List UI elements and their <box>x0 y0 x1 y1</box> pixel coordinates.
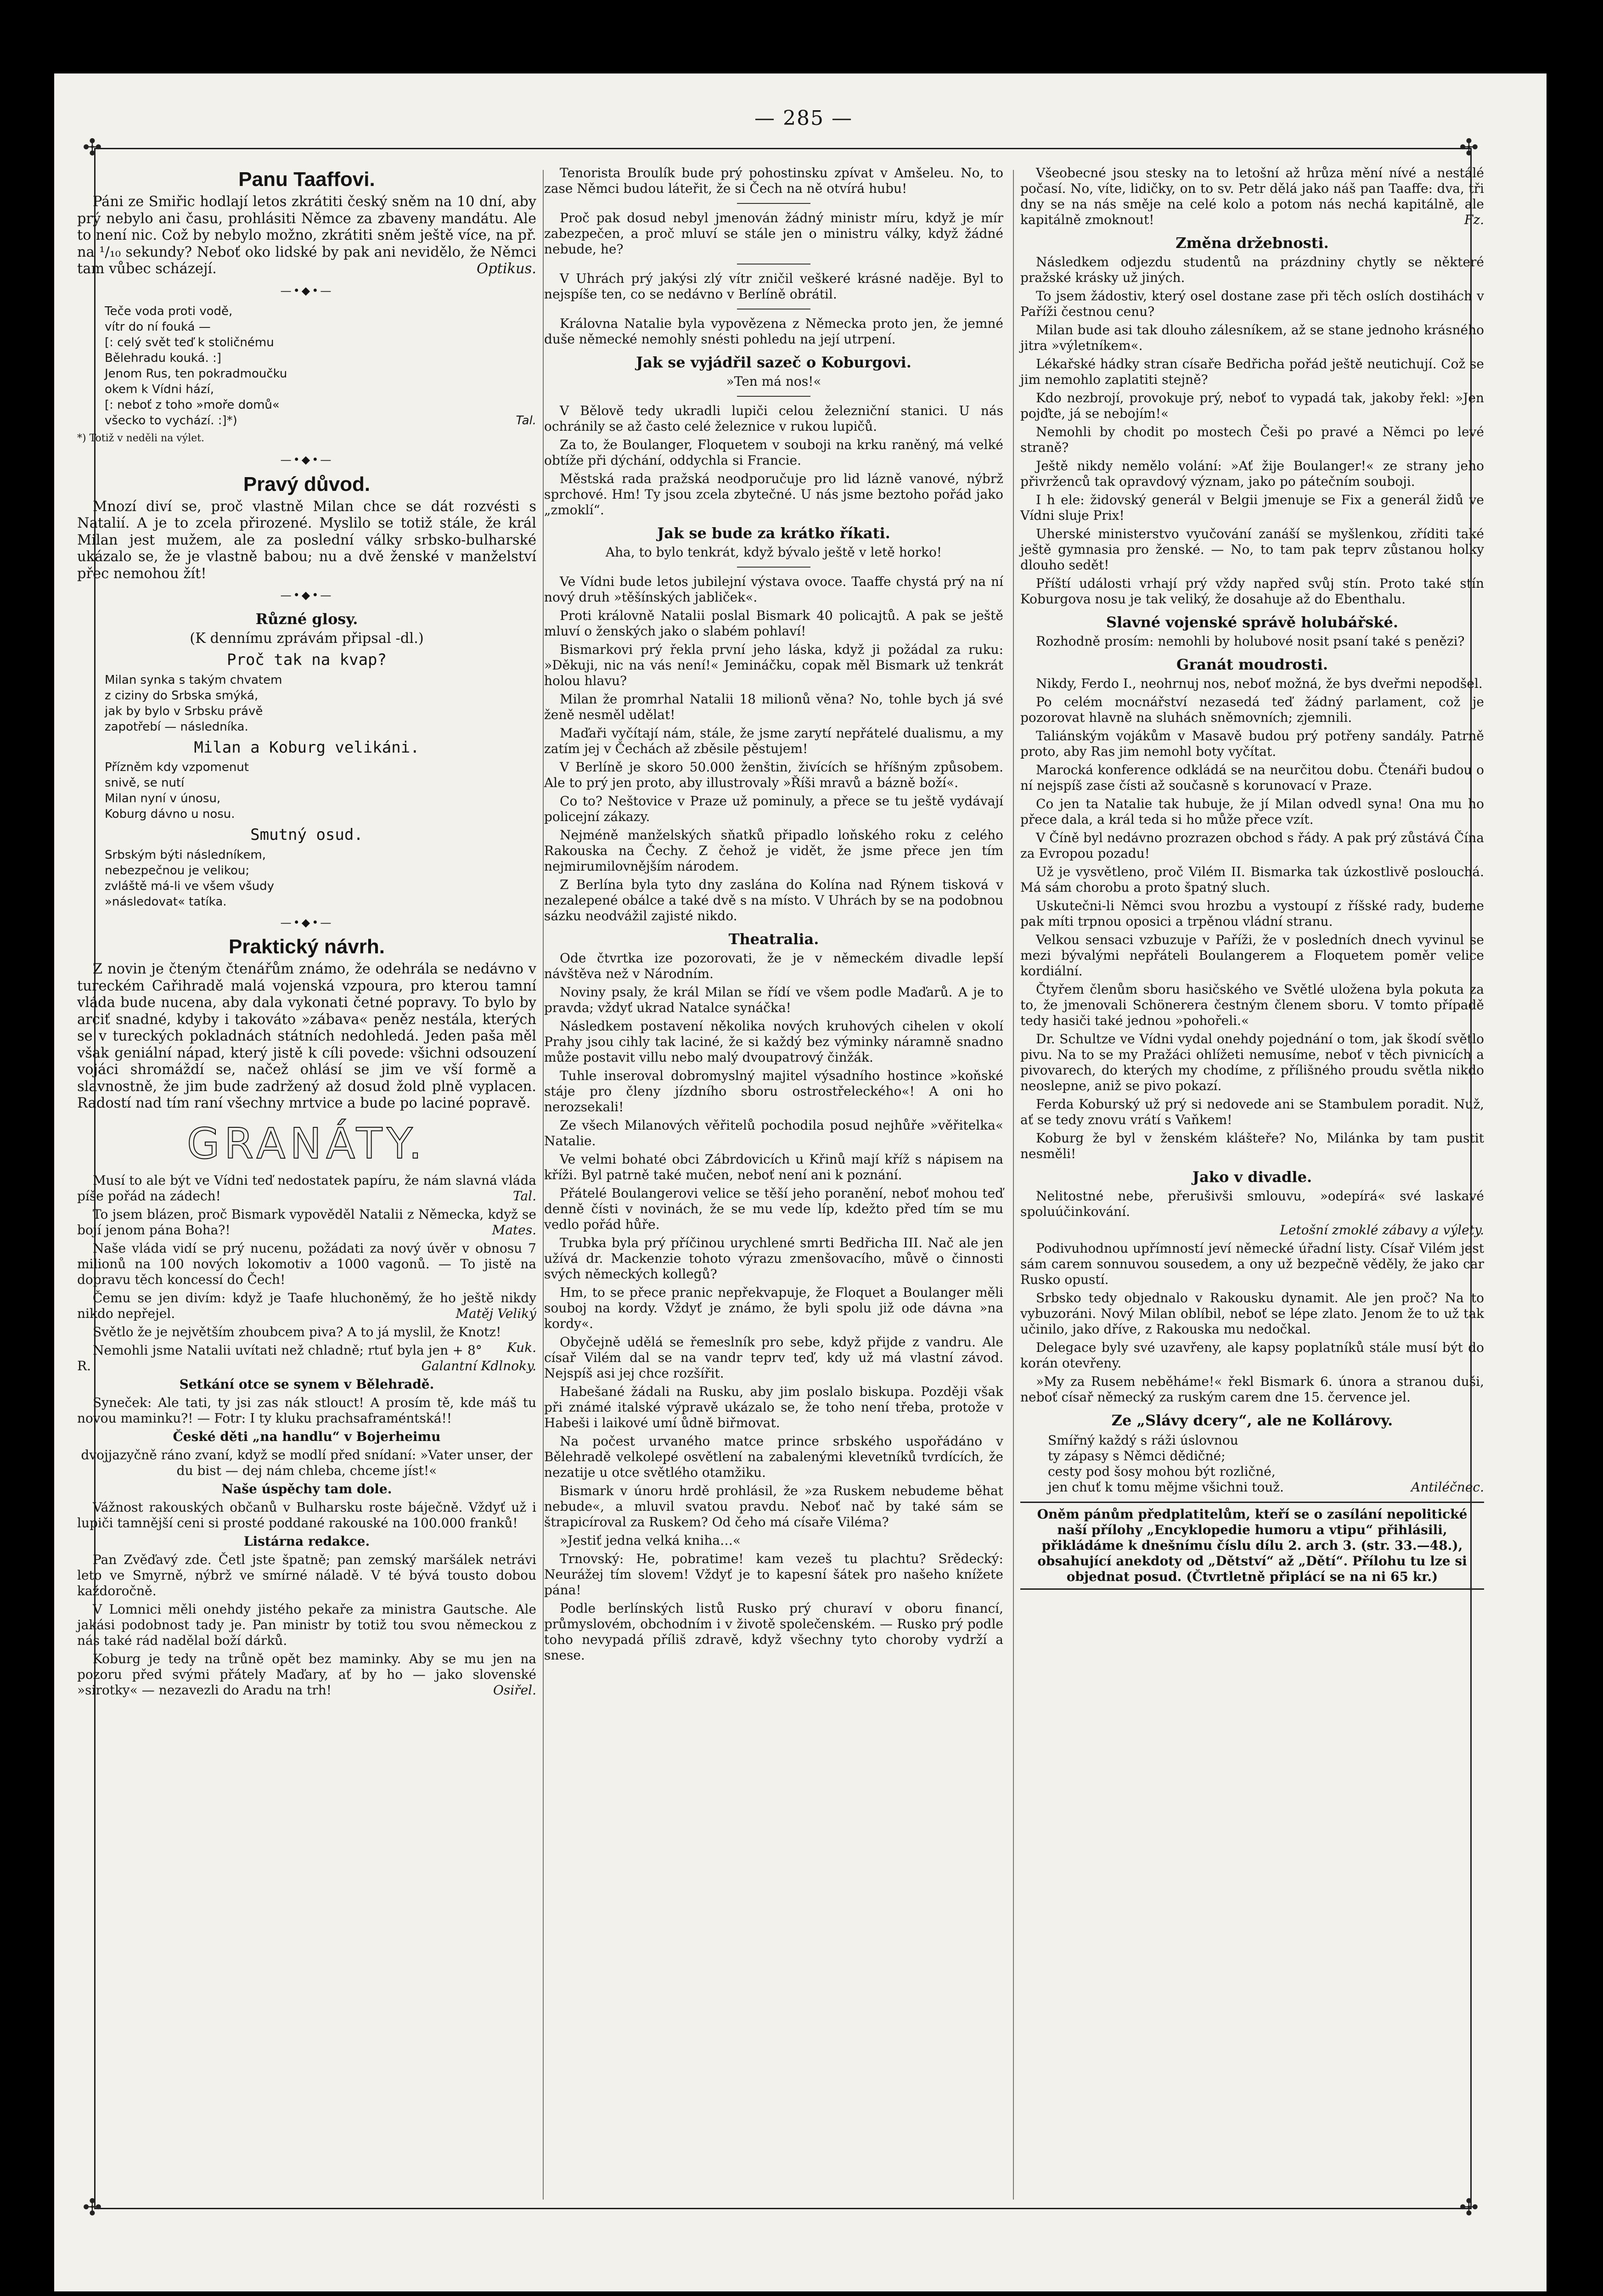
poem-line: cesty pod šosy mohou být rozličné, <box>1048 1464 1276 1479</box>
article-paragraph: Obyčejně udělá se řemeslník pro sebe, když přijde z vandru. Ale císař Vilém dal se na vandr teprv teď, kdy už má vlastní závod. Nejspíš asi jej chce rozšířit. <box>544 1334 1003 1381</box>
poem-line: snivě, se nutí <box>105 776 185 790</box>
article-paragraph: Ve velmi bohaté obci Zábrdovicích u Křinů mají kříž s nápisem na kříži. Byl patrně také mučen, neboť není ani k poznání. <box>544 1152 1003 1182</box>
article-paragraph: Městská rada pražská neodporučuje pro lid lázně vanové, nýbrž sprchové. Hm! Ty jsou zcela zbytečné. U nás jsme beztoho pořád jako „zmoklí“. <box>544 471 1003 518</box>
separator-ornament: —•◆•— <box>280 589 333 602</box>
column-divider <box>543 170 544 2200</box>
granat-item: V Lomnici měli onehdy jistého pekaře za ministra Gautsche. Ale jakási podobnost tady je. Pan ministr by totiž tou svou německou z nás také rád nadělal boží dárků. <box>77 1601 536 1648</box>
granat-item: Naše vláda vidí se prý nucenu, požádati za nový úvěr v obnosu 7 milionů na 100 nových lokomotiv a 1000 vagonů. — To jistě na dopravu těch koncessí do Čech! <box>77 1240 536 1287</box>
article-paragraph: Uherské ministerstvo vyučování zanáší se myšlenkou, zříditi také ještě gymnasia pro ženské. — No, to tam pak teprv zůstanou holky dlouho sedět! <box>1020 526 1484 573</box>
article-paragraph: Bismark v únoru hrdě prohlásil, že »za Ruskem nebudeme běhat nebude«, a mluvil svatou pravdu. Neboť nač by také sám se štrapicíroval za Ruskem? Od čeho má císaře Viléma? <box>544 1483 1003 1530</box>
poem-line: Přízněm kdy vzpomenut <box>105 760 249 774</box>
headline-rikati: Jak se bude za krátko říkati. <box>657 524 890 542</box>
granat-item: Koburg je tedy na trůně opět bez maminky. Aby se mu jen na pozoru před svými přátely Maďary, ať by ho — jako slovenské »sirotky« — nezavezli do Aradu na trh! Osiřel. <box>77 1651 536 1698</box>
separator-ornament: —•◆•— <box>280 453 333 466</box>
article-paragraph: Následkem postavení několika nových kruhových cihelen v okolí Prahy jsou cihly tak laciné, že si každý bez výminky náramně snadno může postavit villu nebo malý dvoupatrový činžák. <box>544 1019 1003 1065</box>
granat-item: dvojjazyčně ráno zvaní, když se modlí před snídaní: »Vater unser, der du bist — dej nám chleba, chceme jíst!« <box>81 1447 533 1478</box>
signature: Osiřel. <box>493 1682 536 1698</box>
granat-item: Syneček: Ale tati, ty jsi zas nák stlouct! A prosím tě, kde máš tu novou maminku?! — Fotr: I ty kluku prachsaframéntská!! <box>77 1395 536 1426</box>
frame-top-rule <box>94 148 1472 149</box>
granat-item: Světlo že je největším zhoubcem piva? A to já myslil, že Knotz! Kuk. <box>93 1324 536 1355</box>
corner-ornament-icon: ✣ <box>83 134 102 161</box>
granat-item: To jsem blázen, proč Bismark vypověděl Natalii z Německa, když se bojí jenom pána Boha?! Mates. <box>77 1206 536 1238</box>
headline-glosy: Různé glosy. <box>255 610 358 628</box>
footnote: *) Totiž v neděli na výlet. <box>77 433 205 444</box>
article-paragraph: Nemohli by chodit po mostech Češi po pravé a Němci po levé straně? <box>1020 424 1484 455</box>
poem-line: Koburg dávno u nosu. <box>105 807 235 821</box>
poem-line: Smířný každý s ráži úslovnou <box>1048 1433 1238 1448</box>
signature: Galantní Kdlnoky. <box>421 1358 536 1373</box>
corner-ornament-icon: ✣ <box>1459 134 1479 161</box>
article-paragraph: »My za Rusem neběháme!« řekl Bismark 6. února a stranou duši, neboť císař německý za ruským carem dne 15. července jel. <box>1020 1374 1484 1405</box>
article-paragraph: Hm, to se přece pranic nepřekvapuje, že Floquet a Boulanger měli souboj na kordy. Vždyť je známo, že byli spolu již ode dávna »na kordy«. <box>544 1285 1003 1331</box>
gloss-verse <box>77 847 536 910</box>
gloss-title: Smutný osud. <box>250 826 363 844</box>
separator-ornament: —•◆•— <box>280 284 333 297</box>
signature: Optikus. <box>476 261 536 277</box>
section-title-granaty: GRANÁTY. <box>186 1119 427 1168</box>
poem-line: z ciziny do Srbska smýká, <box>105 688 259 703</box>
granat-item: Čemu se jen divím: když je Taafe hluchoněmý, že ho ještě nikdy nikdo nepřejel. Matěj Veliký <box>77 1290 536 1321</box>
article-paragraph: »Jestiť jedna velká kniha…« <box>560 1533 741 1548</box>
poem-line: »následovat« tatíka. <box>105 895 227 909</box>
item-heading: Naše úspěchy tam dole. <box>221 1481 392 1497</box>
poem-line: všecko to vychází. :]*) Tal. <box>105 414 536 428</box>
gloss-verse <box>77 672 536 735</box>
article-paragraph: Lékařské hádky stran císaře Bedřicha pořád ještě neutichují. Což se jim nemohlo zaplatiti stejně? <box>1020 356 1484 387</box>
headline-granat-moudrosti: Granát moudrosti. <box>1176 656 1328 673</box>
article-paragraph: Čtyřem členům sboru hasičského ve Světlé uložena byla pokuta za to, že jmenovali Schönerera čestným členem sboru. V tomto případě tedy hasiči také jednou »pohořeli.« <box>1020 982 1484 1028</box>
article-paragraph: Marocká konference odkládá se na neurčitou dobu. Čtenáři budou o ní nejspíš zase čísti až současně s korunovací v Praze. <box>1020 762 1484 793</box>
column-1 <box>77 165 536 1701</box>
article-paragraph: Bismarkovi prý řekla první jeho láska, když ji požádal za ruku: »Děkuji, nic na vás není!« Jemináčku, copak měl Bismark už tenkrát holou hlavu? <box>544 642 1003 688</box>
article-paragraph: Nikdy, Ferdo I., neohrnuj nos, neboť možná, že bys dveřmi nepodšel. <box>1036 676 1483 691</box>
article-paragraph: Kdo nezbrojí, provokuje prý, neboť to vypadá tak, jakoby řekl: »Jen pojďte, já se nebojím!« <box>1020 390 1484 421</box>
signature: Matěj Veliký <box>456 1306 536 1321</box>
headline-theatralia: Theatralia. <box>728 930 819 948</box>
article-paragraph: Přátelé Boulangerovi velice se těší jeho poranění, neboť mohou teď denně čísti v novinách, že se mu vede líp, kdežto před tím se mu vedlo pořád hůře. <box>544 1186 1003 1232</box>
signature: Tal. <box>516 414 536 428</box>
article-paragraph: Nejméně manželských sňatků připadlo loňského roku z celého Rakouska na Čechy. Z čehož je vidět, že jsme přece jen tím nejmirumilovnějším národem. <box>544 827 1003 874</box>
gloss-title: Milan a Koburg velikáni. <box>194 738 420 757</box>
granaty-list <box>77 1173 536 1698</box>
granat-item: Musí to ale být ve Vídni teď nedostatek papíru, že nám slavná vláda píše pořád na zádech! Tal. <box>77 1172 536 1204</box>
article-paragraph: Tenorista Broulík bude prý pohostinsku zpívat v Amšeleu. No, to zase Němci budou láteřit, že si Čech na ně otvírá hubu! <box>544 165 1003 196</box>
article-paragraph: V Bělově tedy ukradli lupiči celou železniční stanici. U nás ochránily se až často celé železnice v rukou lupičů. <box>544 403 1003 434</box>
headline-taaffe: Panu Taaffovi. <box>238 168 375 191</box>
article-paragraph: V Berlíně je skoro 50.000 ženštin, živících se hříšným způsobem. Ale to prý jen proto, aby illustrovaly »Říši mravů a bázně boží«. <box>544 760 1003 790</box>
article-paragraph: Královna Natalie byla vypovězena z Německa proto jen, že jemné duše německé nemohly snésti pohledu na její utrpení. <box>544 316 1003 347</box>
poem <box>1020 1433 1484 1495</box>
article-paragraph: I h ele: židovský generál v Belgii jmenuje se Fix a generál židů ve Vídni sluje Prix! <box>1020 492 1484 523</box>
subheading: (K dennímu zprávám připsal -dl.) <box>190 630 424 647</box>
article-paragraph: Delegace byly své uzavřeny, ale kapsy poplatníků stále musí být do korán otevřeny. <box>1020 1340 1484 1371</box>
signature: Tal. <box>512 1188 536 1204</box>
article-paragraph: Příští události vrhají prý vždy napřed svůj stín. Proto také stín Koburgova nosu je tak veliký, že dosahuje až do Ebenthalu. <box>1020 576 1484 607</box>
headline-zmena: Změna držebnosti. <box>1176 234 1329 252</box>
poem-line: nebezpečnou je velikou; <box>105 863 250 878</box>
article-paragraph: Co to? Neštovice v Praze už pominuly, a přece se tu ještě vydávají policejní zákazy. <box>544 793 1003 824</box>
signature: Antiléčnec. <box>1411 1480 1484 1495</box>
subheading: Aha, to bylo tenkrát, když bývalo ještě v letě horko! <box>605 545 942 560</box>
corner-ornament-icon: ✣ <box>83 2194 102 2221</box>
article-paragraph: Dr. Schultze ve Vídni vydal onehdy pojednání o tom, jak škodí světlo pivu. Na to se my Pražáci ohlížeti nemusíme, neboť v těch pivnicích a pivovarech, do kterých my chodíme, z přílišného proudu světla nikdo neoslepne, aniž se pivo pokazí. <box>1020 1031 1484 1093</box>
headline-divadlo: Jako v divadle. <box>1192 1168 1312 1186</box>
headline-prakticky-navrh: Praktický návrh. <box>229 935 385 958</box>
frame-bottom-rule <box>94 2208 1472 2209</box>
article-paragraph: Ještě nikdy nemělo volání: »Ať žije Boulanger!« ze strany jeho přivrženců tak opravdový význam, jako po pátečním souboji. <box>1020 458 1484 489</box>
gloss-verse <box>77 760 536 822</box>
signature: Fz. <box>1464 212 1484 227</box>
article-paragraph: Páni ze Smiřic hodlají letos zkrátiti český sněm na 10 dní, aby prý nebylo ani času, prohlásiti Němce za zbaveny mandátu. Ale to není nic. Což by nebylo možno, zkrátiti sněm ještě více, na př. na ¹/₁₀ sekundy? Neboť oko lidské by pak ani nevidělo, že Němci tam vůbec scházejí. Optikus. <box>77 194 536 277</box>
article-paragraph: Za to, že Boulanger, Floquetem v souboji na krku raněný, má velké obtíže při dýchání, oddychla si Francie. <box>544 437 1003 468</box>
poem-line: vítr do ní fouká — <box>105 320 211 334</box>
article-paragraph: Ferda Koburský už prý si nedovede ani se Stambulem poradit. Nuž, ať se tedy znovu vrátí s Vaňkem! <box>1020 1097 1484 1127</box>
signature: Letošní zmoklé zábavy a výlety. <box>1280 1222 1484 1238</box>
article-paragraph: Rozhodně prosím: nemohli by holubové nosit psaní také s penězi? <box>1036 634 1465 649</box>
granat-item: Pan Zvěďavý zde. Četl jste špatně; pan zemský maršálek netrávi leto ve Smyrně, nýbrž ve smírné náladě. V té bývá tousto dobou každoročně. <box>77 1552 536 1598</box>
separator-rule <box>737 309 810 310</box>
poem-line: zapotřebí — následníka. <box>105 720 248 734</box>
article-paragraph: Ode čtvrtka ize pozorovati, že je v německém divadle lepší návštěva než v Národním. <box>544 951 1003 981</box>
item-heading: České děti „na handlu“ v Bojerheimu <box>173 1429 441 1444</box>
article-paragraph: Z novin je čteným čtenářům známo, že odehrála se nedávno v tureckém Cařihradě malá vojenská vzpoura, pro kterou tamní vláda bude nucena, aby dala vykonati četné popravy. To bylo by arciť snadné, kdyby i takováto »zábava« peněz nestála, kterých se v tureckých pokladnách státních nedohledá. Jeden paša měl však geniální nápad, který jistě k cíli povede: všichni odsouzení vojáci shromáždí se, načež ohlásí se jim ve vší formě a slavnostně, že jim bude zadržený až dosud žold plně vyplacen. Radostí nad tím raní všechny mrtvice a bude po laciné popravě. <box>77 961 536 1111</box>
article-paragraph: To jsem žádostiv, který osel dostane zase při těch oslích dostihách v Paříži čestnou cenu? <box>1020 288 1484 319</box>
article-paragraph: Srbsko tedy objednalo v Rakousku dynamit. Ale jen proč? Na to vybuzoráni. Nový Milan oblíbil, neboť se lépe zlato. Jenom že to už tak učinilo, jako dříve, z Rakouska mu nedočkal. <box>1020 1290 1484 1337</box>
article-paragraph: Milan bude asi tak dlouho zálesníkem, až se stane jednoho krásného jitra »výletníkem«. <box>1020 322 1484 353</box>
column-divider <box>1013 170 1014 2200</box>
headline-pravy-duvod: Pravý důvod. <box>243 473 371 495</box>
item-heading: Listárna redakce. <box>243 1533 370 1549</box>
separator-rule <box>737 396 810 397</box>
poem-line: jak by bylo v Srbsku právě <box>105 704 263 718</box>
separator-ornament: —•◆•— <box>280 916 333 929</box>
article-paragraph: Z Berlína byla tyto dny zaslána do Kolína nad Rýnem tisková v nezalepené obálce a také dvě s na místo. V Uhrách by se na podobnou sázku neodvážil zajisté nikdo. <box>544 877 1003 923</box>
article-paragraph: Maďaři vyčítají nám, stále, že jsme zarytí nepřátelé dualismu, a my zatím jej v Čechách až zběsile pěstujem! <box>544 726 1003 756</box>
article-paragraph: Proč pak dosud nebyl jmenován žádný ministr míru, když je mír zabezpečen, a proč mluví se stále jen o ministru války, když žádné nebude, he? <box>544 210 1003 257</box>
article-paragraph: Podle berlínských listů Rusko prý churaví v oboru financí, průmyslovém, obchodním i v životě společenském. — Rusko prý podle toho nevypadá příliš zdravě, když všechny tyto choroby vydrží a snese. <box>544 1601 1003 1663</box>
article-paragraph: Habešané žádali na Rusku, aby jim poslalo biskupa. Později však při známé italské výpravě ukázalo se, že toho není třeba, protože v Habeši i laikové umí ůdně biřmovat. <box>544 1384 1003 1430</box>
separator-rule <box>737 203 810 204</box>
headline-holubarske: Slavné vojenské správě holubářské. <box>1106 613 1398 631</box>
poem-line: Teče voda proti vodě, <box>105 304 233 318</box>
poem-line: [: celý svět teď k stoličnému <box>105 336 274 349</box>
granat-item: Nemohli jsme Natalii uvítati než chladně; rtuť byla jen + 8° R. Galantní Kdlnoky. <box>77 1342 536 1373</box>
article-paragraph: Následkem odjezdu studentů na prázdniny chytly se některé pražské krásky už jiných. <box>1020 254 1484 285</box>
article-paragraph: Noviny psaly, že král Milan se řídí ve všem podle Maďarů. A je to pravda; vždyť ukrad Natalce synáčka! <box>544 985 1003 1015</box>
article-paragraph: Po celém mocnářství nezasedá teď žádný parlament, což je pozorovat hlavně na sluhách sněmovních; zjemnili. <box>1020 694 1484 725</box>
notice-box: Oněm pánům předplatitelům, kteří se o zasílání nepolitické naší přílohy „Encyklopedie humoru a vtipu“ přihlásili, přikládáme k dnešnímu číslu dílu 2. arch 3. (str. 33.—48.), obsahující anekdoty od „Dětství“ až „Dětí“. Přílohu tu lze si objednat posud. (Čtvrtletně připlácí se na ni 65 kr.) <box>1020 1502 1484 1590</box>
article-paragraph: Trubka byla prý příčinou urychlené smrti Bedřicha III. Nač ale jen užívá dr. Mackenzie tohoto výrazu zmenšovacího, můvě o činnosti svých německých kollegů? <box>544 1235 1003 1282</box>
article-paragraph: V Uhrách prý jakýsi zlý vítr zničil veškeré krásné naděje. Byl to nejspíše ten, co se nedávno v Berlíně obrátil. <box>544 271 1003 302</box>
article-paragraph: Uskutečni-li Němci svou hrozbu a vystoupí z říšské rady, budeme pak míti trpnou oposici a trpěnou vládní stranu. <box>1020 898 1484 929</box>
corner-ornament-icon: ✣ <box>1459 2194 1479 2221</box>
article-paragraph: Trnovský: He, pobratime! kam vezeš tu plachtu? Srědecký: Neurážej tím slovem! Vždyť je to kapesní šátek pro našeho knížete pána! <box>544 1551 1003 1598</box>
headline-slavy-dcery: Ze „Slávy dcery“, ale ne Kollárovy. <box>1111 1412 1393 1429</box>
article-paragraph: Proti královně Natalii poslal Bismark 40 policajtů. A pak se ještě mluví o ženských jako o slabém pohlaví! <box>544 608 1003 639</box>
article-paragraph: Milan že promrhal Natalii 18 milionů věna? No, tohle bych já své ženě nesměl udělat! <box>544 692 1003 722</box>
article-paragraph: Už je vysvětleno, proč Vilém II. Bismarka tak úzkostlivě poslouchá. Má sám chorobu a proto špatný sluch. <box>1020 864 1484 895</box>
headline-sazec: Jak se vyjádřil sazeč o Koburgovi. <box>636 354 911 371</box>
poem-line: Milan nyní v únosu, <box>105 792 221 805</box>
poem-line: Bělehradu kouká. :] <box>105 351 221 365</box>
poem-line: Milan synka s takým chvatem <box>105 673 282 687</box>
article-paragraph: Nelitostné nebe, přerušivši smlouvu, »odepírá« své laskavé spoluúčinkování. <box>1020 1188 1484 1219</box>
poem-line: [: neboť z toho »moře domů« <box>105 398 280 412</box>
poem-line: jen chuť k tomu mějme všichni touž. Antiléčnec. <box>1048 1480 1484 1495</box>
article-paragraph: Ze všech Milanových věřitelů pochodila posud nejhůře »věřitelka« Natalie. <box>544 1118 1003 1148</box>
article-paragraph: Na počest urvaného matce prince srbského uspořádáno v Bělehradě velkolepé osvětlení na zabalenými klevetníků tvrdících, že nezatije u otce světlého otamžiku. <box>544 1434 1003 1480</box>
page-number: — 285 — <box>754 107 853 130</box>
signature: Mates. <box>492 1222 536 1238</box>
column-3 <box>1020 165 1484 1590</box>
article-paragraph: Velkou sensaci vzbuzuje v Paříži, že v posledních dnech vyvinul se mezi bývalými nepřáteli Boulangerem a Floquetem poměr velice kordiální. <box>1020 932 1484 979</box>
poem-line: ty zápasy s Němci dědičné; <box>1048 1448 1226 1463</box>
subheading: »Ten má nos!« <box>726 374 821 389</box>
gloss-title: Proč tak na kvap? <box>227 651 387 669</box>
poem-line: Srbským býti následníkem, <box>105 848 266 862</box>
granat-item: Vážnost rakouských občanů v Bulharsku roste báječně. Vždyť už i lupiči tamnější ceni si prosté poddané rakouské na 100.000 franků! <box>77 1499 536 1531</box>
poem-line: zvláště má-li ve všem všudy <box>105 879 275 893</box>
separator-rule <box>737 567 810 568</box>
poem <box>77 304 536 428</box>
article-paragraph: Co jen ta Natalie tak hubuje, že jí Milan odvedl syna! Ona mu ho přece dala, a král teda si ho může přece vzít. <box>1020 796 1484 827</box>
article-paragraph: Taliánským vojákům v Masavě budou prý potřeny sandály. Patrně proto, aby Ras jim nemohl boty vyčítat. <box>1020 728 1484 759</box>
poem-line: okem k Vídni hází, <box>105 383 214 396</box>
article-paragraph: Koburg že byl v ženském klášteře? No, Milánka by tam pustit nesměli! <box>1020 1131 1484 1161</box>
column-2 <box>544 165 1003 1666</box>
article-paragraph: Podivuhodnou upřímností jeví německé úřadní listy. Císař Vilém jest sám carem sonnuvou sousedem, a ony už bezpečně věděly, že jako car Rusko opustí. <box>1020 1241 1484 1287</box>
item-heading: Setkání otce se synem v Bělehradě. <box>179 1376 434 1392</box>
poem-line: Jenom Rus, ten pokradmoučku <box>105 367 287 381</box>
article-paragraph: Tuhle inseroval dobromyslný majitel výsadního hostince »koňské stáje pro členy jízdního sboru ostrostřeleckého«! A oni ho nerozsekali! <box>544 1068 1003 1114</box>
article-paragraph: Všeobecné jsou stesky na to letošní až hrůza mění nívé a nestálé počasí. No, víte, lidičky, on to sv. Petr dělá jako náš pan Taaffe: dva, tři dny se na nás směje na celé kolo a potom nás nechá kapitálně, ale kapitálně zmoknout! Fz. <box>1020 165 1484 227</box>
article-paragraph: Ve Vídni bude letos jubilejní výstava ovoce. Taaffe chystá prý na ní nový druh »těšínských jabliček«. <box>544 574 1003 605</box>
signature: Kuk. <box>506 1339 536 1355</box>
article-paragraph: V Číně byl nedávno prozrazen obchod s řády. A pak prý zůstává Čína za Evropou pozadu! <box>1020 830 1484 861</box>
article-paragraph: Mnozí diví se, proč vlastně Milan chce se dát rozvésti s Natalií. A je to zcela přirozené. Myslilo se totiž stále, že král Milan jest mužem, ale za poslední války srbsko-bulharské ukázalo se, že je vlastně babou; nu a dvě ženské v manželství přec nemohou žít! <box>77 498 536 582</box>
